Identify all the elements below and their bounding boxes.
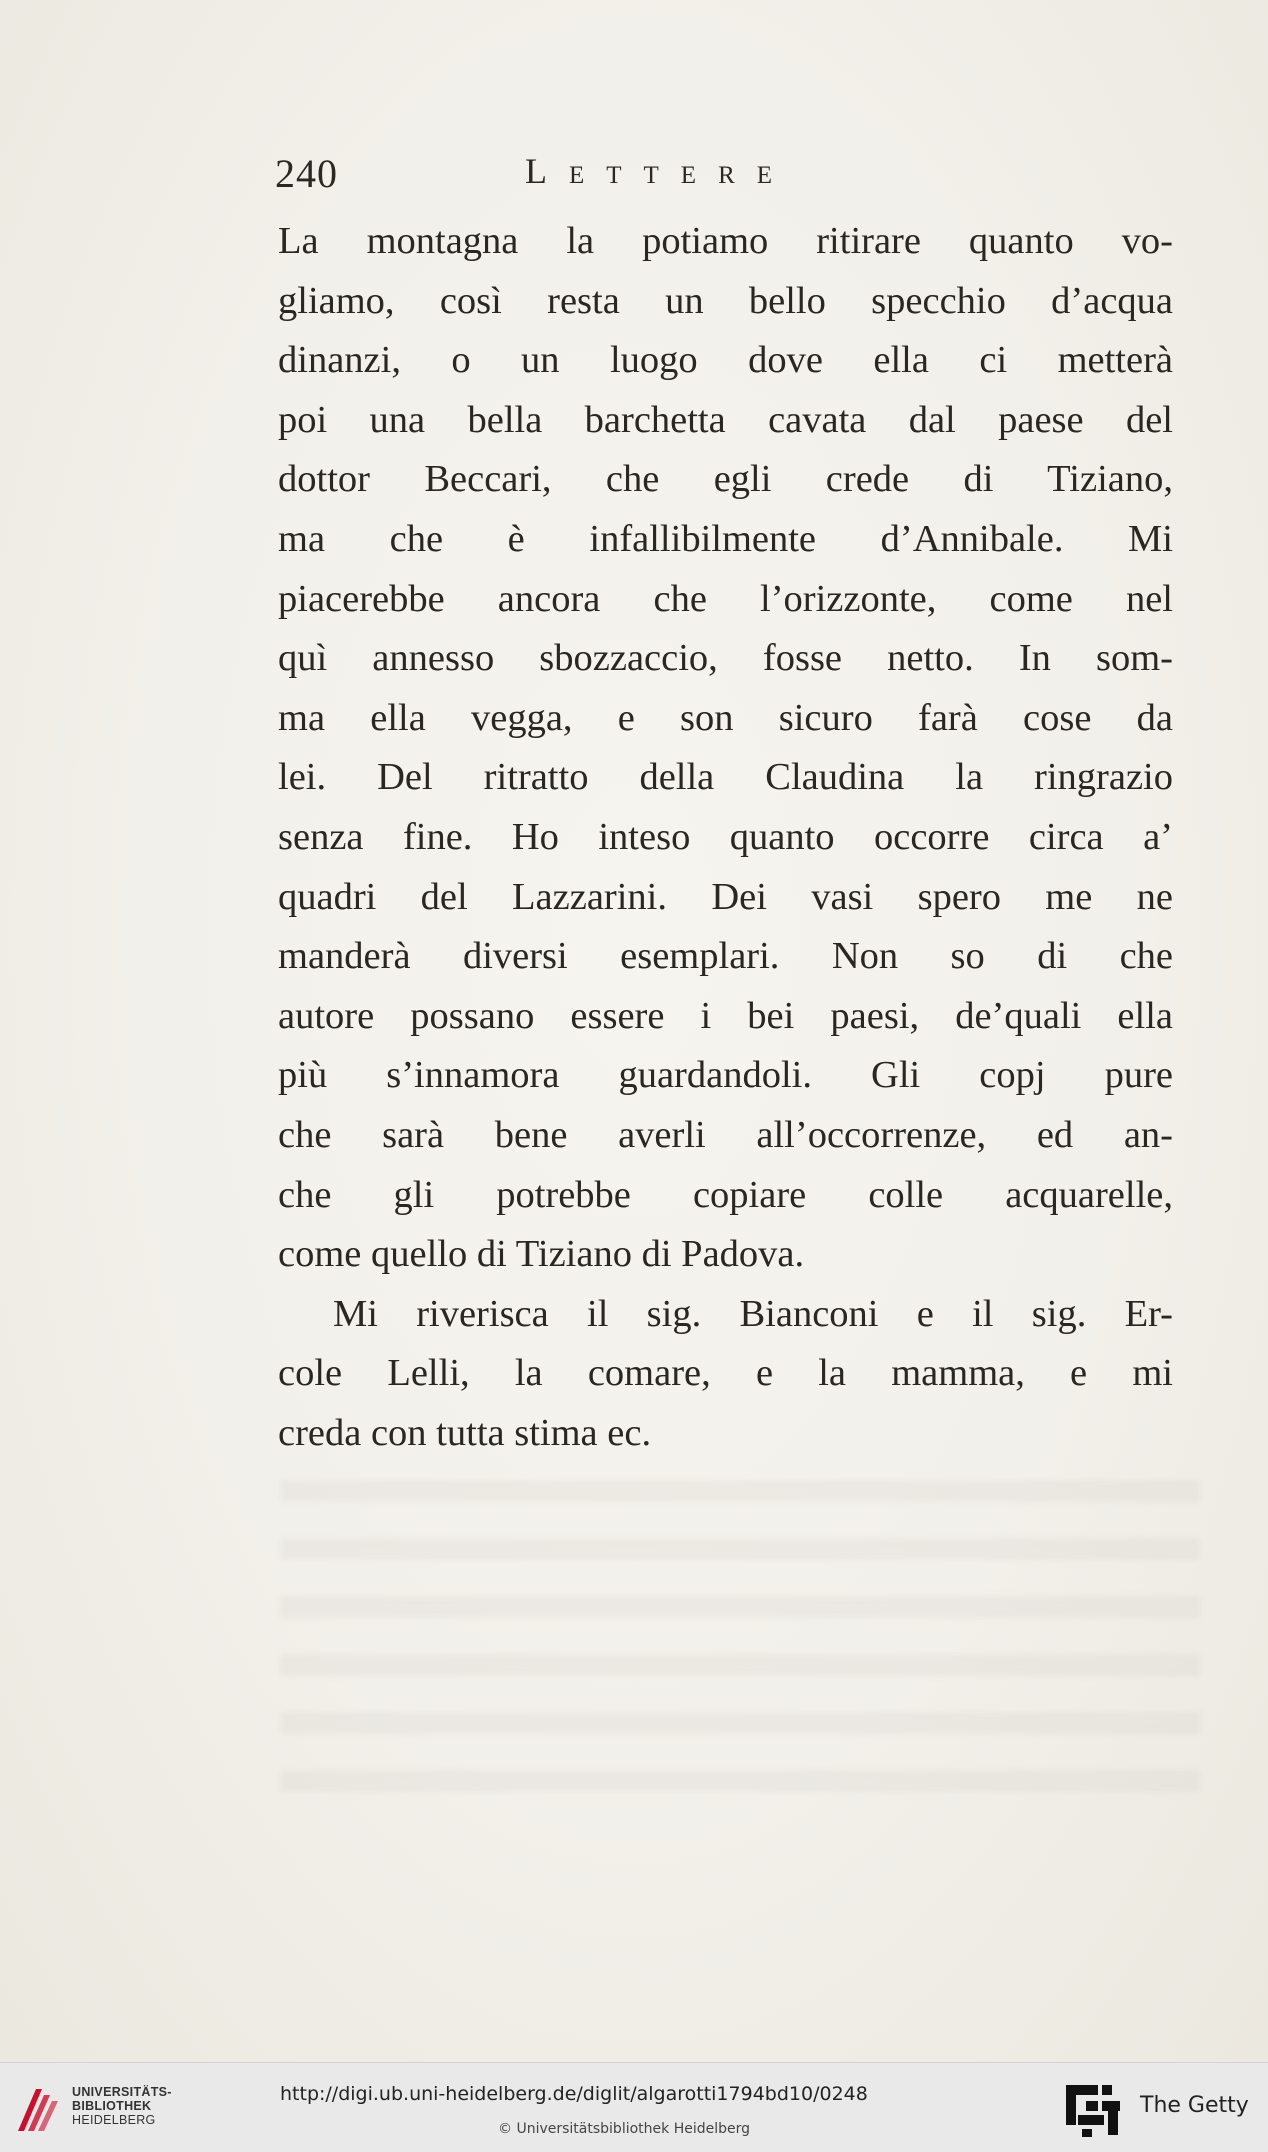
- text-line: quì annesso sbozzaccio, fosse netto. In som-: [278, 637, 1173, 680]
- text-line: cole Lelli, la comare, e la mamma, e mi: [278, 1352, 1173, 1395]
- letter-text: [278, 212, 1173, 1463]
- partner-name: The Getty: [1140, 2093, 1249, 2118]
- text-line: dottor Beccari, che egli crede di Tiziano,: [278, 458, 1173, 501]
- text-line: piacerebbe ancora che l’orizzonte, come nel: [278, 577, 1173, 620]
- library-name-line: BIBLIOTHEK: [72, 2099, 152, 2113]
- bleed-through-shadow: [280, 1480, 1200, 1800]
- text-line: La montagna la potiamo ritirare quanto vo-: [278, 220, 1173, 262]
- university-library-logo-icon: [14, 2085, 60, 2135]
- text-line: più s’innamora guardandoli. Gli copj pure: [278, 1054, 1173, 1097]
- text-line: creda con tutta stima ec.: [278, 1411, 652, 1454]
- page-header: [275, 150, 1175, 210]
- text-line: lei. Del ritratto della Claudina la ringrazio: [278, 756, 1173, 799]
- text-line: senza fine. Ho inteso quanto occorre circa a’: [278, 815, 1173, 858]
- viewer-footer: [0, 2062, 1268, 2152]
- page-number: 240: [275, 151, 338, 196]
- text-line: manderà diversi esemplari. Non so di che: [278, 935, 1173, 978]
- text-line: ma ella vegga, e son sicuro farà cose da: [278, 696, 1173, 739]
- text-line: dinanzi, o un luogo dove ella ci metterà: [278, 339, 1173, 382]
- text-line: che sarà bene averli all’occorrenze, ed an-: [278, 1113, 1173, 1156]
- text-line: Mi riverisca il sig. Bianconi e il sig. Er-: [333, 1292, 1173, 1335]
- text-line: ma che è infallibilmente d’Annibale. Mi: [278, 517, 1173, 560]
- text-line: quadri del Lazzarini. Dei vasi spero me ne: [278, 875, 1173, 918]
- library-name-line: UNIVERSITÄTS-: [72, 2085, 172, 2099]
- text-line: come quello di Tiziano di Padova.: [278, 1233, 805, 1276]
- text-line: autore possano essere i bei paesi, de’quali ella: [278, 994, 1173, 1037]
- text-line: poi una bella barchetta cavata dal paese del: [278, 398, 1173, 441]
- library-name: [72, 2085, 172, 2127]
- running-title: Lettere: [525, 151, 795, 191]
- library-name-line: HEIDELBERG: [72, 2113, 156, 2127]
- text-line: gliamo, così resta un bello specchio d’acqua: [278, 279, 1173, 322]
- copyright-notice: © Universitätsbibliothek Heidelberg: [498, 2121, 751, 2137]
- text-line: che gli potrebbe copiare colle acquarelle,: [278, 1173, 1173, 1216]
- getty-logo-icon: [1064, 2081, 1122, 2139]
- permalink-url[interactable]: http://digi.ub.uni-heidelberg.de/diglit/algarotti1794bd10/0248: [280, 2083, 868, 2105]
